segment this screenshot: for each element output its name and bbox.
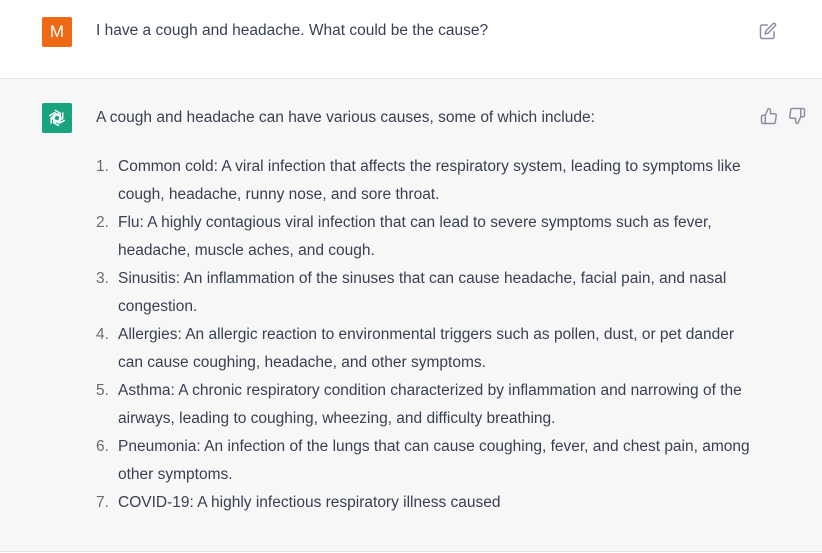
list-item-text: Sinusitis: An inflammation of the sinuses that can cause headache, facial pain, and nasal congestion. — [118, 270, 727, 315]
list-item — [96, 377, 756, 433]
list-item-number: 4. — [96, 326, 109, 343]
list-item — [96, 321, 756, 377]
user-avatar: M — [42, 17, 72, 47]
list-item — [96, 433, 756, 489]
list-item-text: COVID-19: A highly infectious respiratory illness caused — [118, 494, 501, 511]
list-item-text: Asthma: A chronic respiratory condition characterized by inflammation and narrowing of the airways, leading to coughing, wheezing, and difficulty breathing. — [118, 382, 742, 427]
list-item-text: Pneumonia: An infection of the lungs that can cause coughing, fever, and chest pain, among other symptoms. — [118, 438, 750, 483]
list-item — [96, 265, 756, 321]
list-item-number: 2. — [96, 214, 109, 231]
list-item — [96, 153, 756, 209]
list-item-text: Allergies: An allergic reaction to environmental triggers such as pollen, dust, or pet dander can cause coughing, headache, and other symptoms. — [118, 326, 735, 371]
list-item-text: Common cold: A viral infection that affects the respiratory system, leading to symptoms like cough, headache, runny nose, and sore throat. — [118, 158, 741, 203]
list-item-number: 1. — [96, 158, 109, 175]
thumbs-up-icon[interactable] — [760, 107, 778, 125]
causes-list — [96, 153, 756, 517]
user-message-row — [0, 0, 822, 79]
edit-icon[interactable] — [759, 22, 777, 40]
list-item — [96, 209, 756, 265]
list-item-number: 3. — [96, 270, 109, 287]
thumbs-down-icon[interactable] — [788, 107, 806, 125]
list-item — [96, 489, 756, 517]
assistant-intro-text: A cough and headache can have various causes, some of which include: — [96, 109, 595, 126]
list-item-number: 7. — [96, 494, 109, 511]
user-message-text: I have a cough and headache. What could be the cause? — [96, 22, 489, 39]
assistant-message-row — [0, 79, 822, 552]
list-item-number: 6. — [96, 438, 109, 455]
openai-logo-icon — [42, 103, 72, 133]
list-item-text: Flu: A highly contagious viral infection that can lead to severe symptoms such as fever, headache, muscle aches, and cough. — [118, 214, 712, 259]
list-item-number: 5. — [96, 382, 109, 399]
